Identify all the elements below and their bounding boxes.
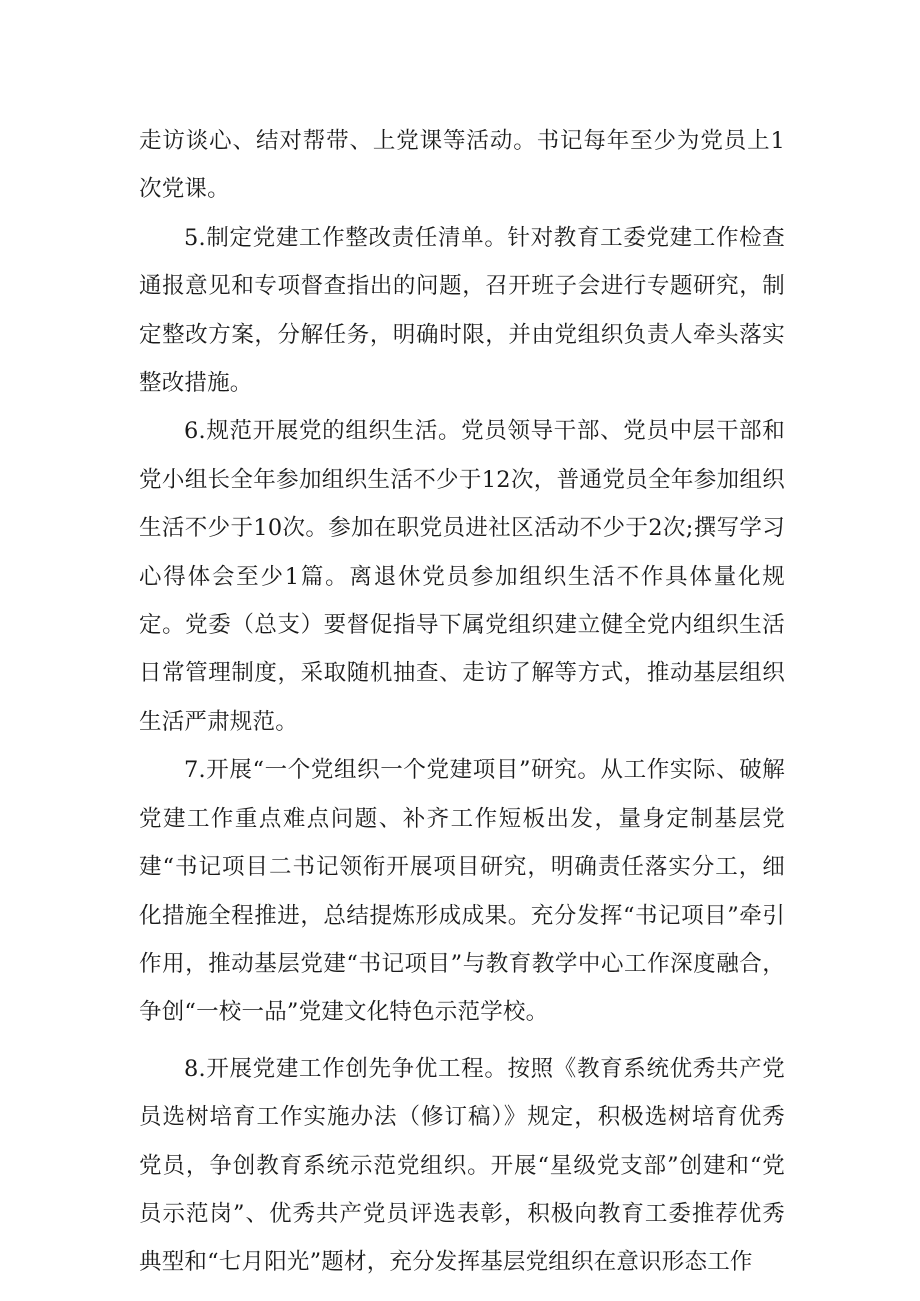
document-body bbox=[139, 117, 785, 1287]
paragraph-7: 7.开展“一个党组织一个党建项目”研究。从工作实际、破解党建工作重点难点问题、补齐工作短板出发，量身定制基层党建“书记项目二书记领衔开展项目研究，明确责任落实分工，细化措施全程推进，总结提炼形成成果。充分发挥“书记项目”牵引作用，推动基层党建“书记项目”与教育教学中心工作深度融合，争创“一校一品”党建文化特色示范学校。 bbox=[139, 757, 785, 1026]
paragraph-6: 6.规范开展党的组织生活。党员领导干部、党员中层干部和党小组长全年参加组织生活不少于12次，普通党员全年参加组织生活不少于10次。参加在职党员进社区活动不少于2次;撰写学习心得体会至少1篇。离退休党员参加组织生活不作具体量化规定。党委（总支）要督促指导下属党组织建立健全党内组织生活日常管理制度，采取随机抽查、走访了解等方式，推动基层组织生活严肃规范。 bbox=[139, 418, 785, 735]
paragraph-8: 8.开展党建工作创先争优工程。按照《教育系统优秀共产党员选树培育工作实施办法（修订稿）》规定，积极选树培育优秀党员，争创教育系统示范党组织。开展“星级党支部”创建和“党员示范岗”、优秀共产党员评选表彰，积极向教育工委推荐优秀典型和“七月阳光”题材，充分发挥基层党组织在意识形态工作 bbox=[139, 1055, 785, 1276]
paragraph-5: 5.制定党建工作整改责任清单。针对教育工委党建工作检查通报意见和专项督查指出的问题，召开班子会进行专题研究，制定整改方案，分解任务，明确时限，并由党组织负责人牵头落实整改措施。 bbox=[139, 224, 785, 397]
paragraph-4-continuation: 走访谈心、结对帮带、上党课等活动。书记每年至少为党员上1次党课。 bbox=[139, 128, 785, 203]
